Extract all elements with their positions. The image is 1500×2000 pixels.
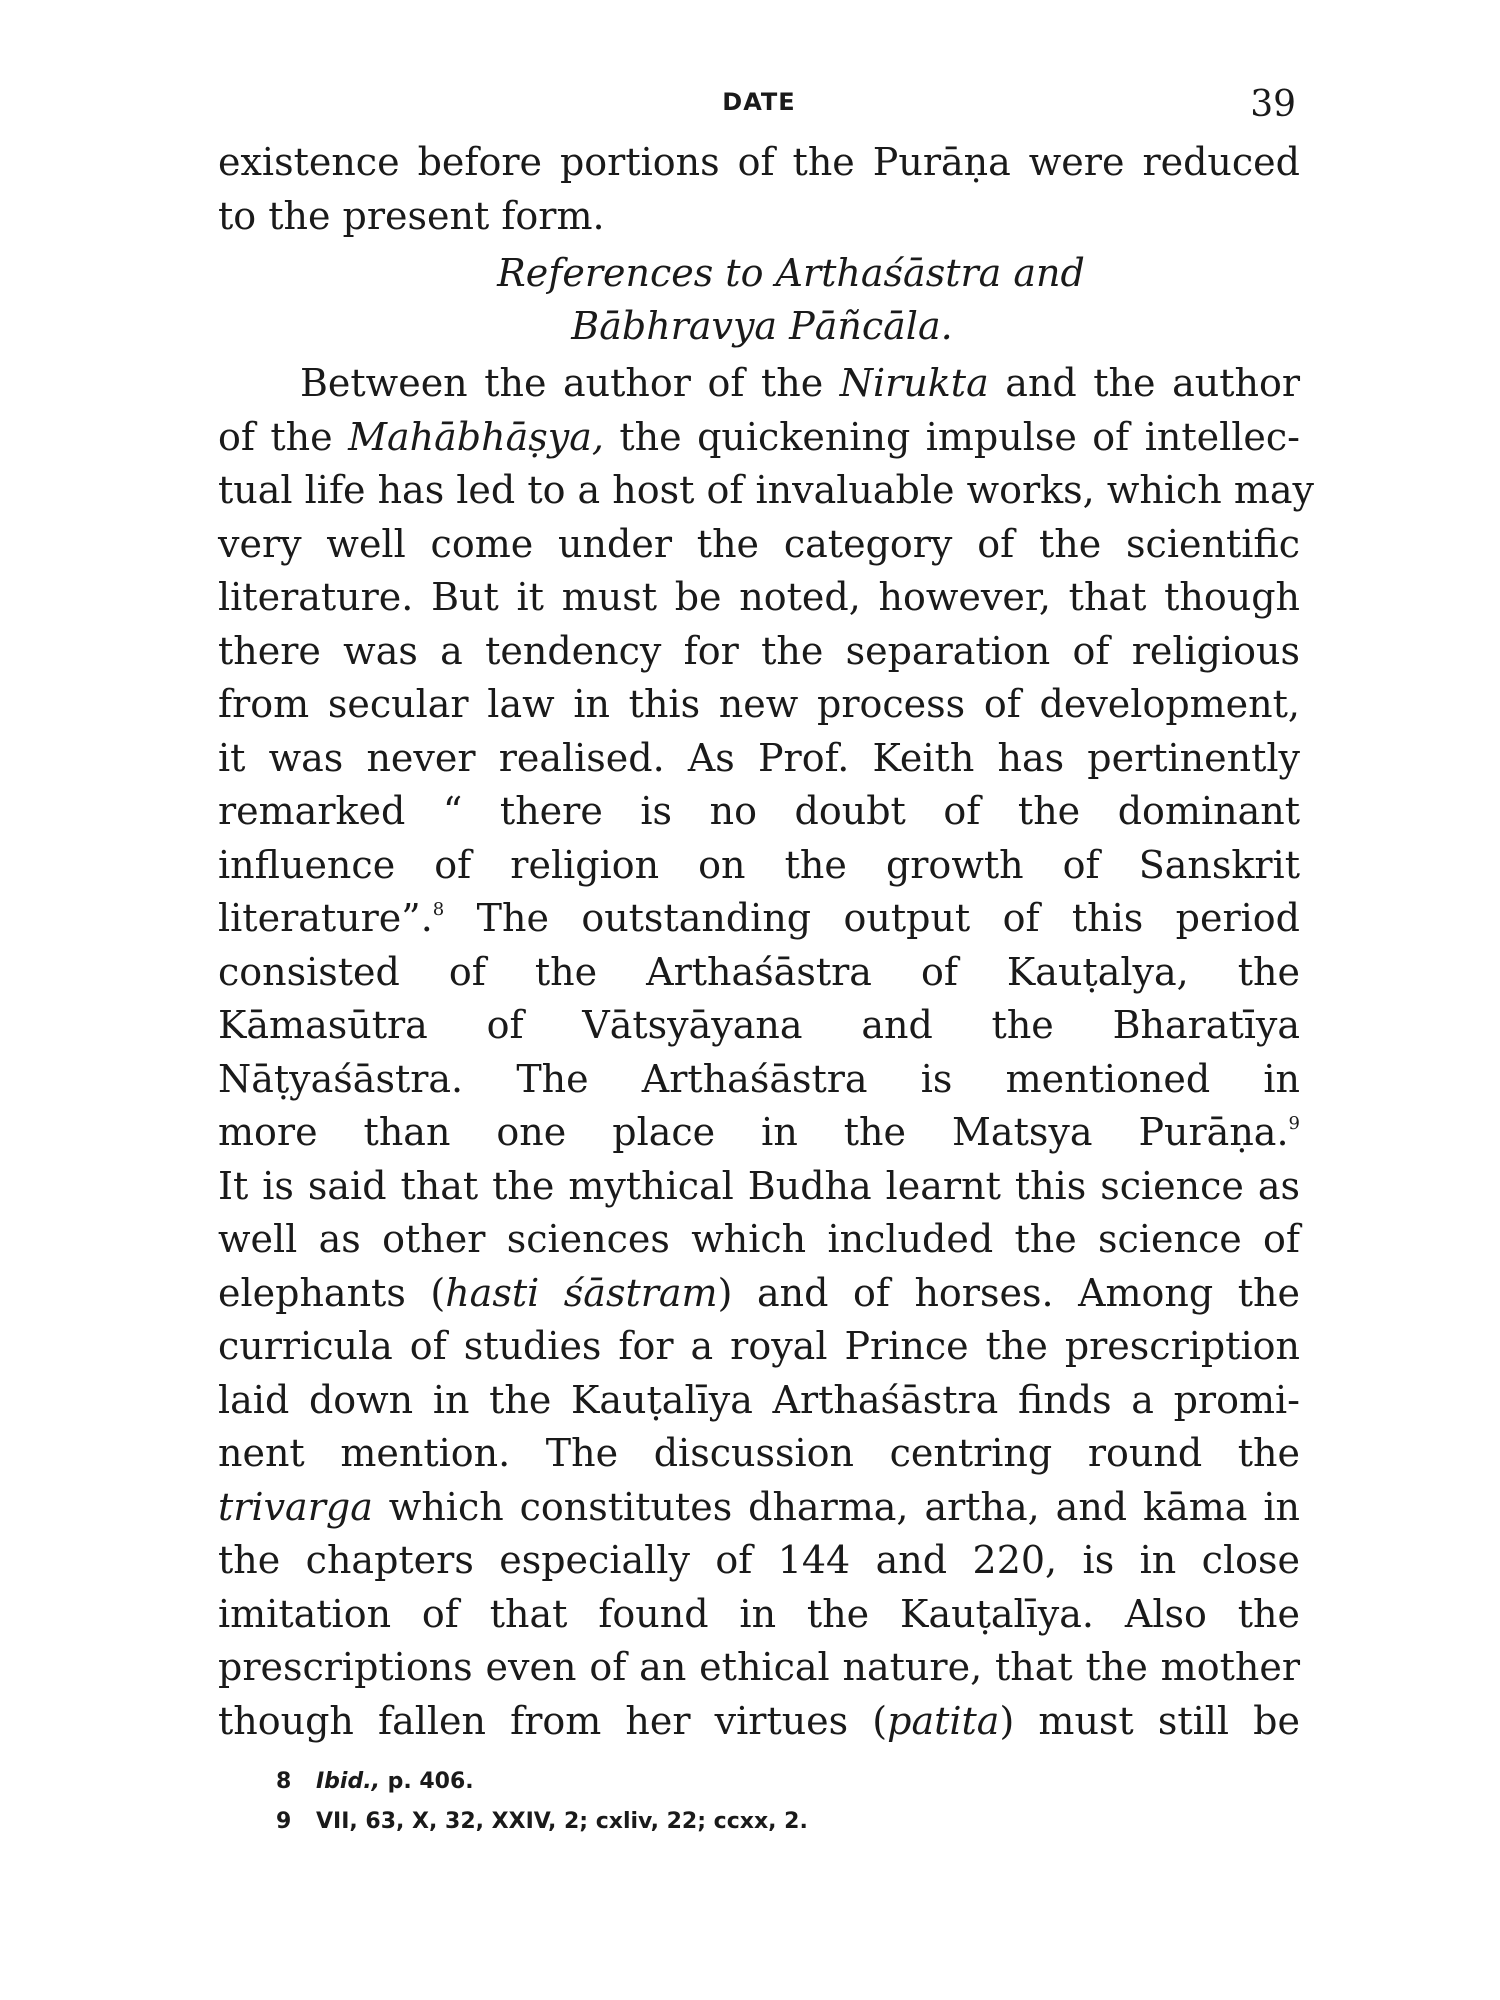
text-line: nent mention. The discussion centring round the xyxy=(218,1431,1300,1475)
running-title: DATE xyxy=(722,88,796,116)
text-line: well as other sciences which included the science of xyxy=(218,1217,1300,1261)
paragraph-continuation xyxy=(218,136,1300,243)
text-line: it was never realised. As Prof. Keith has pertinently xyxy=(218,735,1300,780)
text-line: elephants (hasti śāstram) and of horses. Among the xyxy=(218,1270,1301,1315)
text-line: tual life has led to a host of invaluable works, which may xyxy=(218,468,1314,512)
footnote-number: 9 xyxy=(276,1809,292,1834)
footnote-ibid: Ibid., xyxy=(316,1769,380,1794)
page-number: 39 xyxy=(1250,84,1296,125)
text-line: very well come under the category of the scientific xyxy=(218,521,1300,566)
italic-term: Mahābhāṣya, xyxy=(348,414,604,459)
text-line: Kāmasūtra of Vātsyāyana and the Bharatīya xyxy=(218,1003,1300,1047)
footnote-ref: 9 xyxy=(1288,1113,1300,1134)
footnote-9 xyxy=(276,1802,1300,1842)
text-line: prescriptions even of an ethical nature, that the mother xyxy=(218,1645,1300,1689)
footnote-ref: 8 xyxy=(432,899,445,920)
footnote-text: p. 406. xyxy=(379,1769,474,1794)
section-heading-line: References to Arthaśāstra and xyxy=(497,251,1085,295)
italic-term: patita xyxy=(887,1698,1000,1743)
text-line: trivarga which constitutes dharma, artha, and kāma in xyxy=(218,1484,1300,1529)
text-line: Nāṭyaśāstra. The Arthaśāstra is mentioned in xyxy=(218,1056,1300,1101)
text-line: laid down in the Kauṭalīya Arthaśāstra finds a promi- xyxy=(218,1377,1300,1422)
text-line: Between the author of the Nirukta and the author xyxy=(300,361,1300,405)
section-heading-line: Bābhravya Pāñcāla. xyxy=(571,304,953,348)
text-line: literature”.$^8$ The outstanding output of this period xyxy=(218,896,1300,940)
text-line: consisted of the Arthaśāstra of Kauṭalya, the xyxy=(218,949,1300,994)
text-line: influence of religion on the growth of Sanskrit xyxy=(218,842,1300,887)
text-line: the chapters especially of 144 and 220, is in close xyxy=(218,1538,1300,1582)
footnotes xyxy=(218,1762,1300,1842)
section-heading xyxy=(218,247,1300,353)
italic-term: trivarga xyxy=(218,1484,373,1529)
text-line: there was a tendency for the separation of religious xyxy=(218,628,1300,673)
text-line: more than one place in the Matsya Purāṇa.$^9$ xyxy=(218,1110,1300,1154)
text-line: to the present form. xyxy=(218,193,605,238)
main-paragraph xyxy=(218,357,1314,1748)
text-line: imitation of that found in the Kauṭalīya. Also the xyxy=(218,1591,1300,1636)
text-line: literature. But it must be noted, however, that though xyxy=(218,575,1300,619)
running-head xyxy=(218,84,1300,136)
footnote-8 xyxy=(276,1762,1300,1802)
text-line: remarked “ there is no doubt of the dominant xyxy=(218,789,1300,833)
italic-term: Nirukta xyxy=(839,361,989,405)
text-line: existence before portions of the Purāṇa were reduced xyxy=(218,140,1300,184)
text-line: from secular law in this new process of development, xyxy=(218,682,1300,726)
footnote-number: 8 xyxy=(276,1769,292,1794)
text-line: curricula of studies for a royal Prince the prescription xyxy=(218,1324,1300,1368)
footnote-text: VII, 63, X, 32, XXIV, 2; cxliv, 22; ccxx, 2. xyxy=(316,1809,808,1834)
italic-term: hasti śāstram xyxy=(445,1270,718,1315)
text-line: It is said that the mythical Budha learnt this science as xyxy=(218,1163,1300,1208)
text-line: though fallen from her virtues (patita) must still be xyxy=(218,1698,1300,1743)
text-line: of the Mahābhāṣya, the quickening impulse of intellec- xyxy=(218,414,1300,459)
book-page xyxy=(218,84,1314,1842)
